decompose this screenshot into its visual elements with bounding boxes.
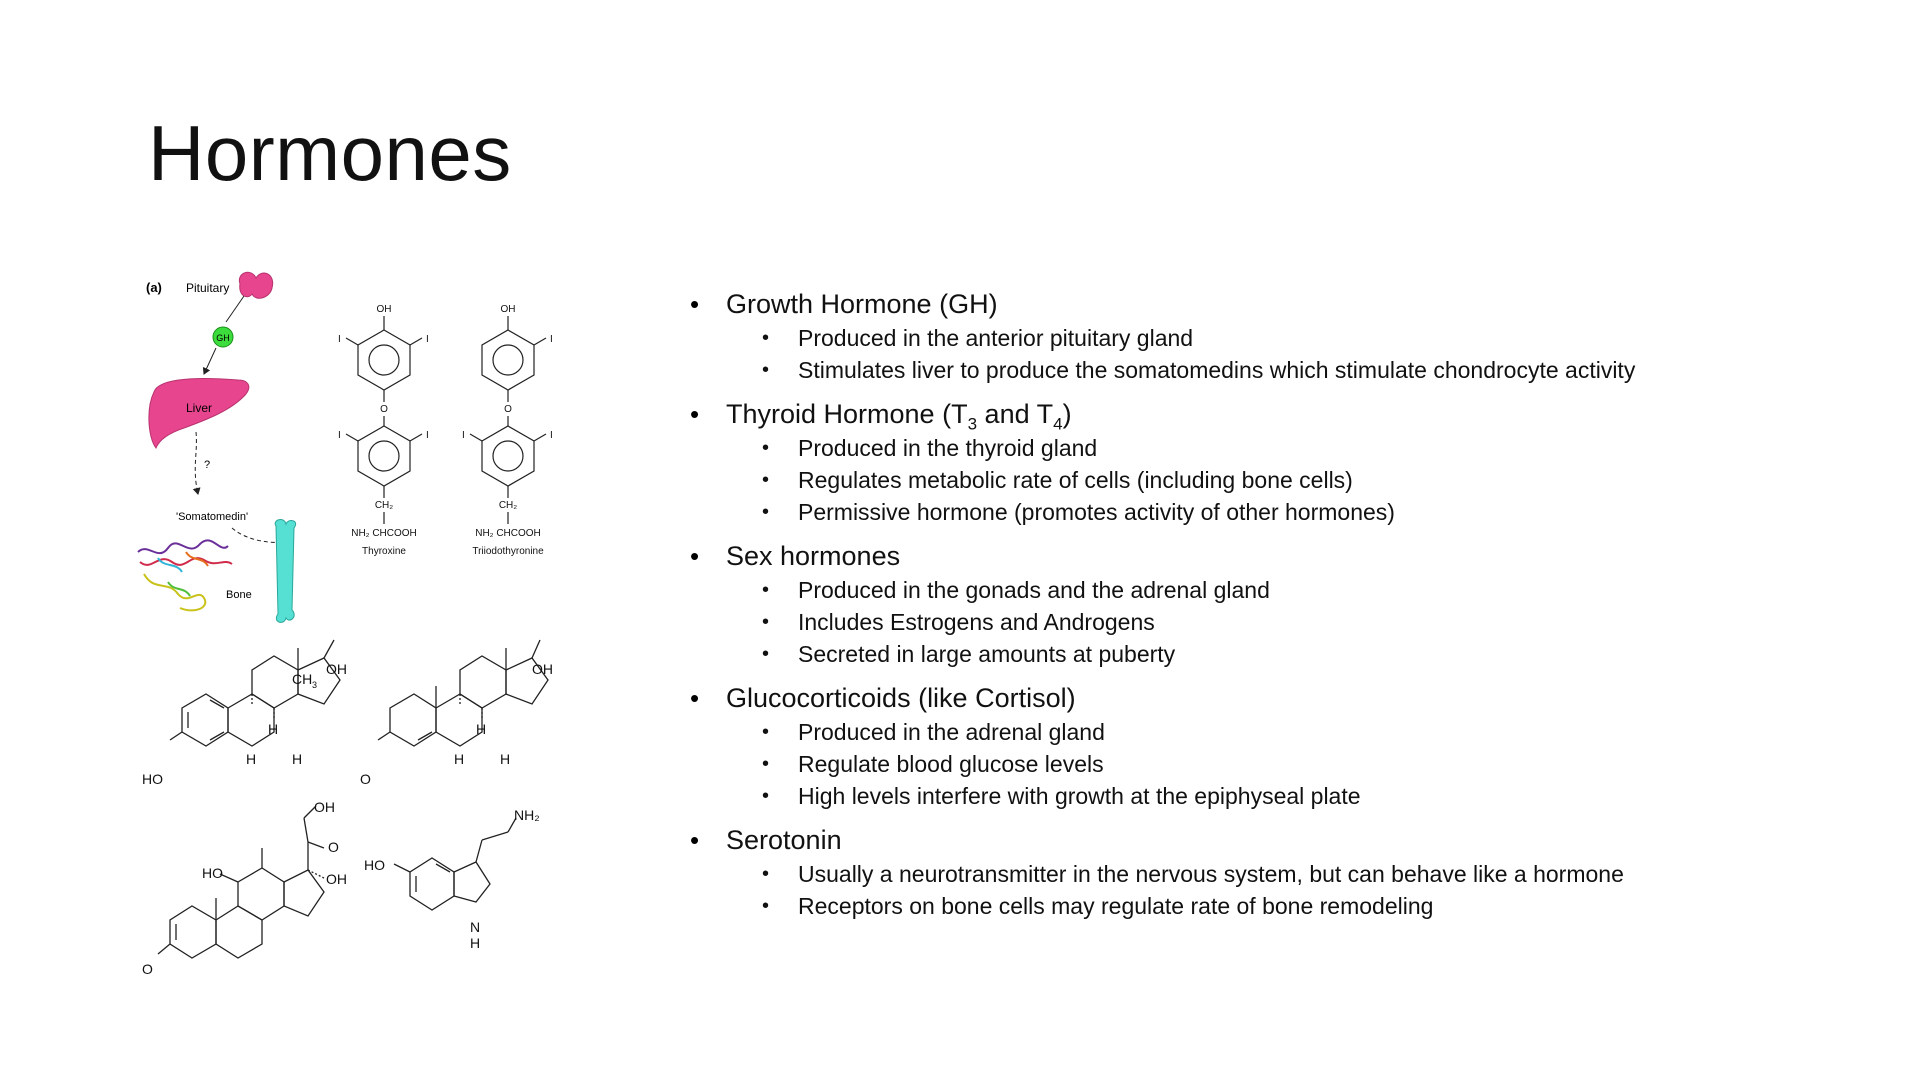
atom-label: OH <box>326 871 347 887</box>
atom-label: CH₂ <box>498 500 518 511</box>
atom-label: I <box>462 430 465 441</box>
bullet-growth-hormone <box>690 286 1890 386</box>
atom-label: I <box>550 430 553 441</box>
topic-title: • Serotonin <box>726 825 842 855</box>
topic-title: • Sex hormones <box>726 541 901 571</box>
bullet-serotonin <box>690 822 1890 922</box>
atom-label: CH <box>292 671 313 687</box>
atom-label: O <box>328 839 339 855</box>
sub-bullet: • Receptors on bone cells may regulate rate of bone remodeling <box>762 890 1890 922</box>
sub-bullet: • Produced in the thyroid gland <box>762 432 1890 464</box>
atom-label: OH <box>314 799 335 815</box>
atom-label: HO <box>202 865 223 881</box>
liver-label: Liver <box>186 401 213 415</box>
sub-bullet: • Includes Estrogens and Androgens <box>762 606 1890 638</box>
topic-title: • Growth Hormone (GH) <box>726 289 998 319</box>
serotonin-structure <box>364 807 540 951</box>
triiodothyronine-structure <box>462 304 553 557</box>
bullet-sex-hormones <box>690 538 1890 670</box>
atom-label: I <box>426 334 429 345</box>
atom-label: H <box>470 935 481 951</box>
title-part: and T <box>977 399 1054 429</box>
pituitary-gland-icon <box>239 272 272 298</box>
panel-label: (a) <box>146 280 162 295</box>
atom-label: NH₂ CHCOOH <box>351 528 417 539</box>
sub-bullet: • Usually a neurotransmitter in the nervous system, but can behave like a hormone <box>762 858 1890 890</box>
triiodothyronine-label: Triiodothyronine <box>472 546 544 557</box>
cortisol-structure <box>142 799 347 977</box>
atom-label: H <box>454 751 465 767</box>
atom-label: OH <box>500 304 516 315</box>
hormone-figure <box>128 262 568 982</box>
atom-label: OH <box>326 661 347 677</box>
atom-label: O <box>142 961 153 977</box>
sub-bullet: • Produced in the adrenal gland <box>762 716 1890 748</box>
sub-bullet: • Permissive hormone (promotes activity of other hormones) <box>762 496 1890 528</box>
slide-title: Hormones <box>148 109 512 197</box>
somatomedin-label: 'Somatomedin' <box>176 511 249 523</box>
sub-bullet: • Secreted in large amounts at puberty <box>762 638 1890 670</box>
sub-bullet: • Regulates metabolic rate of cells (including bone cells) <box>762 464 1890 496</box>
atom-label: H <box>246 751 257 767</box>
title-part: ) <box>1062 399 1072 429</box>
title-subscript: 3 <box>967 414 978 434</box>
atom-label: CH₂ <box>374 500 394 511</box>
atom-label: N <box>470 919 481 935</box>
gh-label: GH <box>216 333 230 343</box>
atom-label: OH <box>376 304 392 315</box>
bullet-glucocorticoids <box>690 680 1890 812</box>
sub-bullet: • Stimulates liver to produce the somatomedins which stimulate chondrocyte activity <box>762 354 1890 386</box>
atom-label: H <box>268 721 279 737</box>
sub-bullet: • High levels interfere with growth at the epiphyseal plate <box>762 780 1890 812</box>
topic-title: • Glucocorticoids (like Cortisol) <box>726 683 1076 713</box>
atom-label: H <box>500 751 511 767</box>
atom-label: I <box>338 430 341 441</box>
atom-label: O <box>380 404 388 415</box>
title-subscript: 4 <box>1053 414 1063 434</box>
somatomedin-protein-icon <box>138 540 232 610</box>
sub-bullet: • Produced in the gonads and the adrenal gland <box>762 574 1890 606</box>
atom-label: OH <box>532 661 553 677</box>
atom-label: O <box>504 404 512 415</box>
topic-title <box>726 396 1890 432</box>
question-label: ? <box>204 459 211 471</box>
atom-label: I <box>338 334 341 345</box>
estradiol-structure <box>142 640 347 787</box>
atom-label: I <box>550 334 553 345</box>
atom-label: NH₂ <box>514 807 540 823</box>
bone-icon <box>275 520 295 623</box>
atom-label: 3 <box>312 680 318 690</box>
sub-bullet: • Produced in the anterior pituitary gland <box>762 322 1890 354</box>
bone-label: Bone <box>226 589 252 601</box>
hormone-bullet-list <box>690 286 1890 932</box>
atom-label: H <box>476 721 487 737</box>
thyroxine-label: Thyroxine <box>362 546 406 557</box>
sub-bullet: • Regulate blood glucose levels <box>762 748 1890 780</box>
atom-label: O <box>360 771 371 787</box>
atom-label: NH₂ CHCOOH <box>475 528 541 539</box>
pituitary-label: Pituitary <box>186 281 230 295</box>
bullet-thyroid-hormone <box>690 396 1890 528</box>
atom-label: I <box>426 430 429 441</box>
thyroxine-structure <box>338 304 429 557</box>
atom-label: HO <box>364 857 385 873</box>
atom-label: H <box>292 751 303 767</box>
atom-label: HO <box>142 771 163 787</box>
testosterone-structure <box>360 640 553 787</box>
gh-pathway-diagram <box>138 272 296 622</box>
title-part: Thyroid Hormone (T <box>726 399 968 429</box>
